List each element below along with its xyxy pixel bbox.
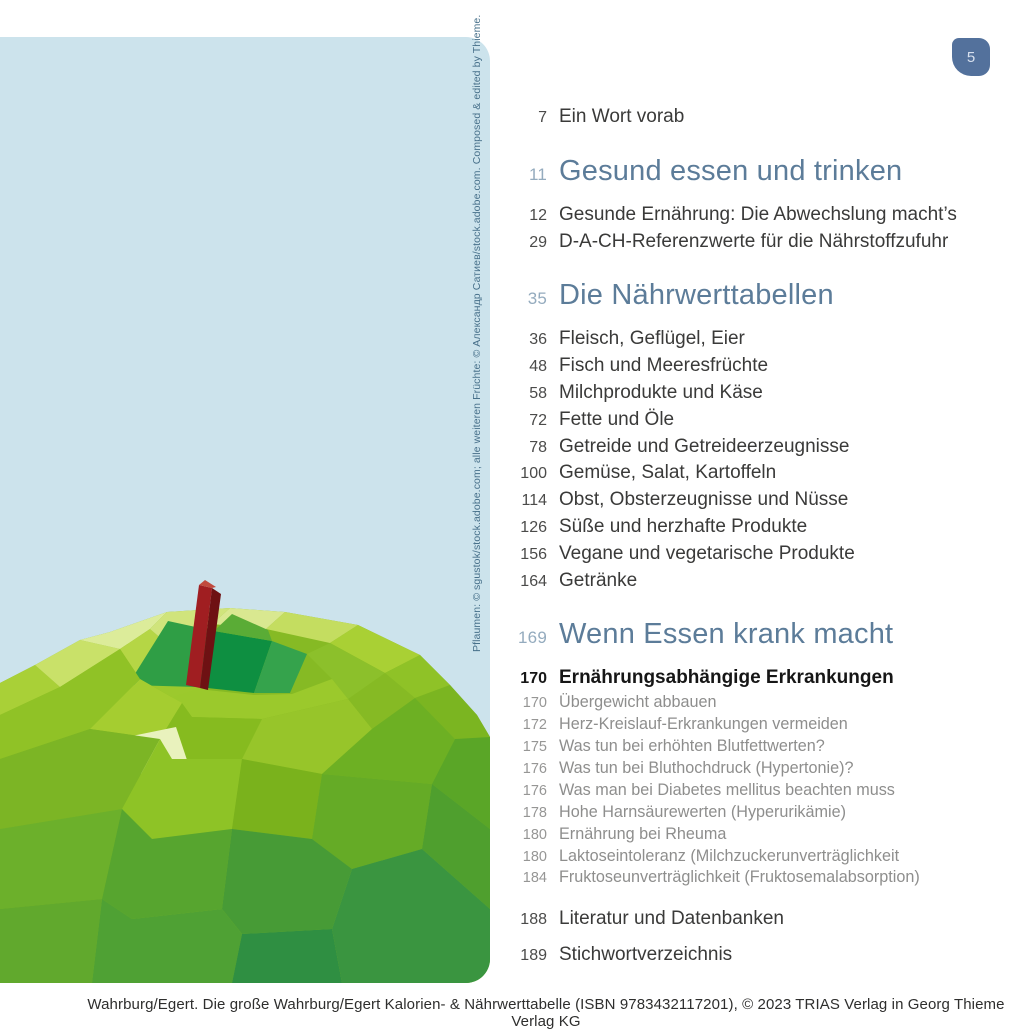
toc-entry-label: Getränke — [559, 569, 638, 591]
toc-page-number: 170 — [520, 670, 547, 688]
toc-row — [501, 736, 1016, 758]
toc-page-number: 114 — [521, 492, 547, 510]
toc — [501, 104, 1016, 969]
toc-entry-label: Herz-Kreislauf-Erkrankungen vermeiden — [559, 715, 848, 734]
toc-row — [501, 514, 1016, 541]
toc-entry-label: Was man bei Diabetes mellitus beachten muss — [559, 780, 895, 799]
toc-section-title: Die Nährwerttabellen — [559, 279, 834, 312]
toc-page-number: 180 — [522, 826, 547, 843]
toc-entry-label: Fleisch, Geflügel, Eier — [559, 328, 745, 350]
toc-row — [501, 460, 1016, 487]
toc-section-title: Wenn Essen krank macht — [559, 618, 894, 651]
toc-row — [501, 942, 1016, 969]
toc-entry-label: Süße und herzhafte Produkte — [559, 515, 808, 537]
toc-section-page-number: 11 — [528, 164, 547, 184]
toc-row — [501, 692, 1016, 714]
toc-page-number: 12 — [529, 206, 547, 224]
toc-section-header — [501, 150, 1016, 196]
toc-section-page-number: 35 — [527, 289, 547, 309]
toc-row — [501, 104, 1016, 131]
toc-entry-label: Ernährungsabhängige Erkrankungen — [559, 667, 894, 689]
toc-entry-label: Getreide und Getreideerzeugnisse — [559, 435, 850, 457]
toc-entry-label: Fruktoseunverträglichkeit (Fruktosemalabsorption) — [559, 868, 920, 887]
toc-row — [501, 802, 1016, 824]
toc-entry-label: Fisch und Meeresfrüchte — [559, 355, 769, 377]
toc-row — [501, 229, 1016, 256]
toc-entry-label: Milchprodukte und Käse — [559, 381, 763, 403]
toc-entry-label: Was tun bei erhöhten Blutfettwerten? — [559, 736, 825, 755]
toc-entry-label: D-A-CH-Referenzwerte für die Nährstoffzufuhr — [559, 230, 949, 252]
toc-page-number: 126 — [520, 518, 547, 536]
toc-page-number: 156 — [520, 545, 547, 563]
toc-entry-label: Fette und Öle — [559, 408, 675, 430]
toc-row — [501, 380, 1016, 407]
toc-page-number: 29 — [529, 233, 547, 251]
toc-entry-label: Gesunde Ernährung: Die Abwechslung macht’s — [559, 203, 957, 225]
toc-row — [501, 665, 1016, 692]
toc-page-number: 7 — [538, 109, 547, 126]
toc-section-title: Gesund essen und trinken — [559, 154, 903, 187]
toc-entry-label: Obst, Obsterzeugnisse und Nüsse — [559, 489, 849, 511]
toc-page-number: 164 — [520, 572, 547, 590]
toc-entry-label: Gemüse, Salat, Kartoffeln — [559, 462, 777, 484]
toc-page-number: 188 — [520, 911, 547, 929]
toc-row — [501, 867, 1016, 889]
toc-section-page-number: 169 — [518, 628, 547, 648]
toc-page-number: 176 — [522, 760, 547, 777]
page-number: 5 — [966, 48, 976, 66]
toc-page-number: 184 — [522, 870, 547, 887]
toc-page-number: 176 — [522, 782, 547, 799]
toc-page-number: 178 — [522, 804, 547, 821]
toc-row — [501, 758, 1016, 780]
image-credit: Pflaumen: © sgustok/stock.adobe.com; alle weiteren Früchte: © Александр Сатиев/stock.adobe.com. Composed & edited by Thieme. — [471, 14, 483, 652]
toc-page-number: 175 — [522, 738, 547, 755]
toc-page-number: 58 — [529, 384, 547, 402]
toc-page-number: 48 — [529, 358, 547, 376]
toc-entry-label: Literatur und Datenbanken — [559, 908, 784, 930]
toc-entry-label: Vegane und vegetarische Produkte — [559, 542, 855, 564]
toc-entry-label: Laktoseintoleranz (Milchzuckerunverträglichkeit — [559, 846, 900, 865]
toc-row — [501, 824, 1016, 846]
toc-row — [501, 326, 1016, 353]
toc-row — [501, 202, 1016, 229]
toc-row — [501, 846, 1016, 868]
toc-page-number: 189 — [520, 947, 547, 965]
toc-page-number: 36 — [529, 331, 547, 349]
toc-row — [501, 714, 1016, 736]
page-number-badge — [952, 38, 990, 76]
toc-row — [501, 568, 1016, 595]
toc-row — [501, 906, 1016, 933]
toc-page-number: 180 — [522, 848, 547, 865]
toc-row — [501, 487, 1016, 514]
toc-entry-label: Was tun bei Bluthochdruck (Hypertonie)? — [559, 758, 854, 777]
toc-entry-label: Hohe Harnsäurewerten (Hyperurikämie) — [559, 802, 846, 821]
toc-row — [501, 353, 1016, 380]
toc-row — [501, 407, 1016, 434]
toc-entry-label: Übergewicht abbauen — [559, 693, 717, 712]
toc-entry-label: Ernährung bei Rheuma — [559, 824, 727, 843]
toc-row — [501, 780, 1016, 802]
toc-row — [501, 541, 1016, 568]
footer-line: Wahrburg/Egert. Die große Wahrburg/Egert Kalorien- & Nährwerttabelle (ISBN 9783432117201), © 2023 TRIAS Verlag in Georg Thieme Verlag KG — [87, 996, 1005, 1030]
toc-page-number: 172 — [522, 717, 547, 734]
toc-entry-label: Ein Wort vorab — [559, 106, 685, 127]
apple-illustration — [0, 37, 490, 983]
toc-section-header — [501, 274, 1016, 320]
toc-row — [501, 434, 1016, 461]
toc-entry-label: Stichwortverzeichnis — [559, 944, 733, 966]
toc-page-number: 72 — [529, 411, 547, 429]
toc-section-header — [501, 613, 1016, 659]
toc-page-number: 78 — [529, 438, 547, 456]
image-panel — [0, 37, 490, 983]
toc-page-number: 170 — [522, 695, 547, 712]
toc-page-number: 100 — [520, 465, 547, 483]
